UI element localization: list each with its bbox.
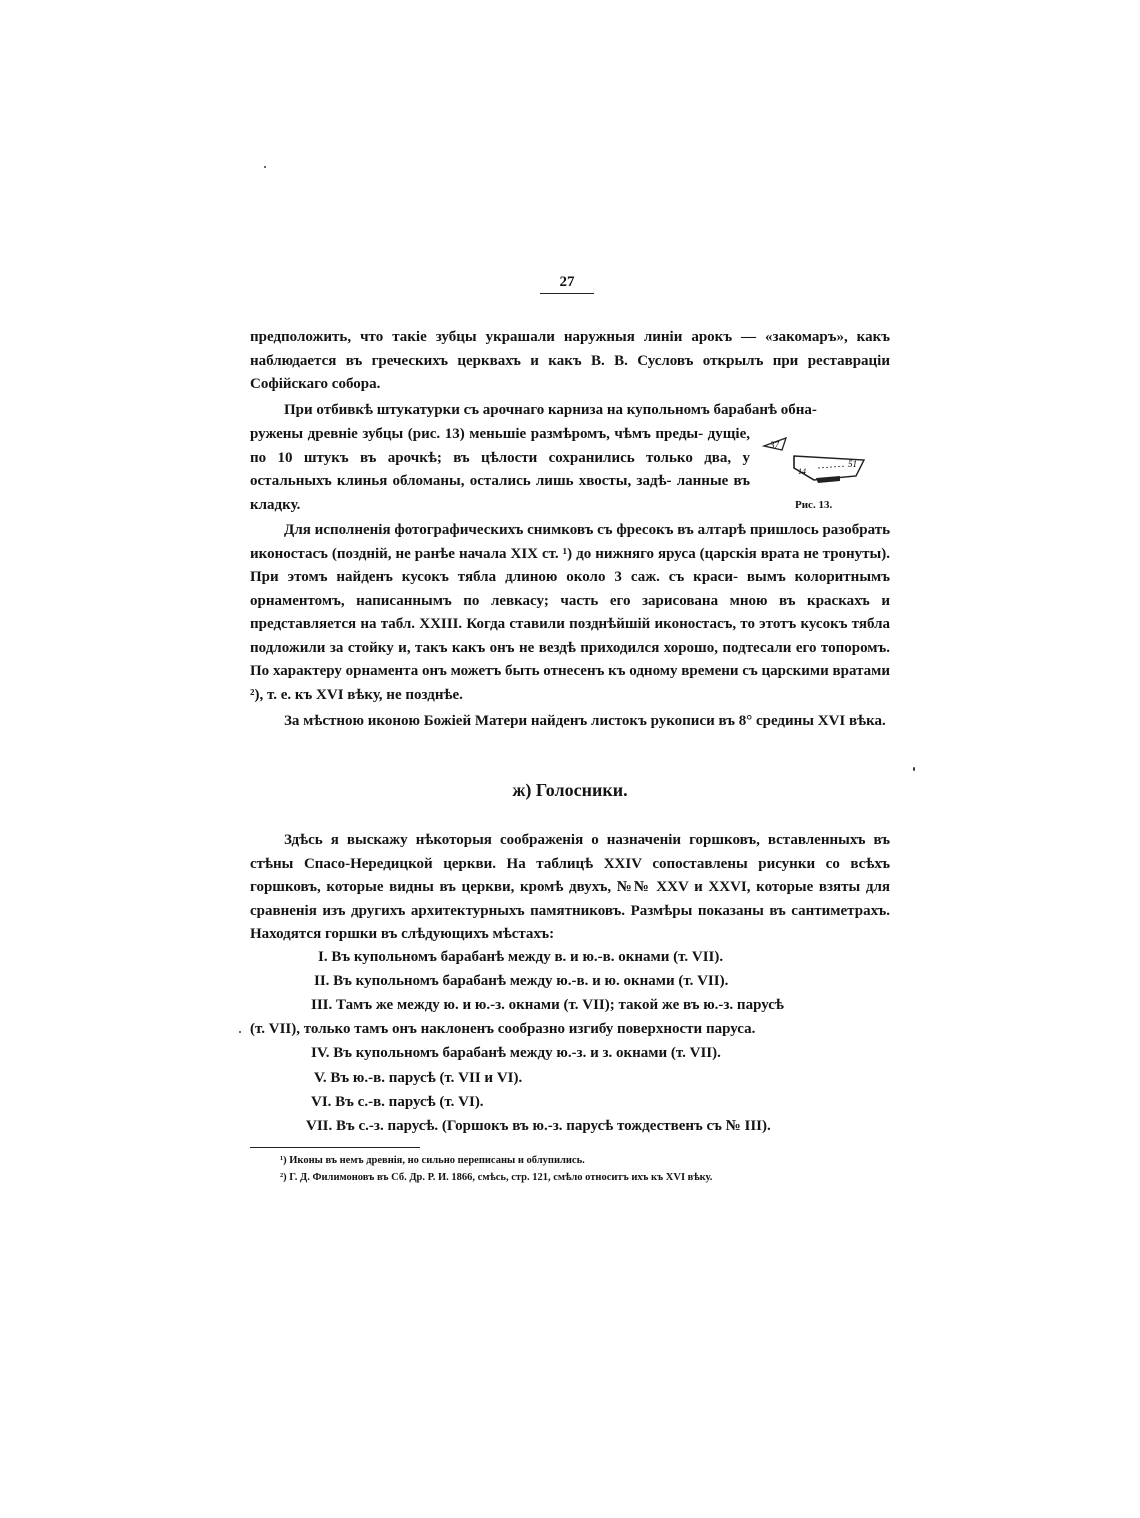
paragraph-4: За мѣстною иконою Божіей Матери найденъ листокъ рукописи въ 8° средины XVI вѣка. xyxy=(284,713,886,729)
tooth-brick-icon xyxy=(760,434,880,504)
figure-label-c: 14 xyxy=(798,467,806,476)
list-item-5: V. Въ ю.-в. парусѣ (т. VII и VI). xyxy=(314,1070,523,1086)
paragraph-1: предположить, что такіе зубцы украшали наружныя линіи арокъ — «закомаръ», какъ наблюдается въ греческихъ церквахъ и какъ В. В. Сусловъ открылъ при реставраціи Софійскаго собора. xyxy=(250,329,890,392)
list-item-3: III. Тамъ же между ю. и ю.-з. окнами (т. VII); такой же въ ю.-з. парусѣ xyxy=(311,997,784,1013)
page-number: 27 xyxy=(540,274,594,294)
list-item-2: II. Въ купольномъ барабанѣ между ю.-в. и ю. окнами (т. VII). xyxy=(314,973,729,989)
list-item-4: IV. Въ купольномъ барабанѣ между ю.-з. и з. окнами (т. VII). xyxy=(311,1045,721,1061)
footnote-divider xyxy=(250,1147,420,1148)
paragraph-5: Здѣсь я выскажу нѣкоторыя соображенія о назначеніи горшковъ, вставленныхъ въ стѣны Спасо-Нередицкой церкви. На таблицѣ XXIV сопоставлены рисунки со всѣхъ горшковъ, которые видны въ церкви, кромѣ двухъ, №№ XXV и XXVI, которые взяты для сравненія изъ другихъ архитектурныхъ памятниковъ. Размѣры показаны въ сантиметрахъ. Находятся горшки въ слѣдующихъ мѣстахъ: xyxy=(250,832,890,942)
list-item-1: I. Въ купольномъ барабанѣ между в. и ю.-в. окнами (т. VII). xyxy=(318,949,724,965)
speck xyxy=(239,1031,241,1033)
speck xyxy=(913,767,915,771)
list-item-7: VII. Въ с.-з. парусѣ. (Горшокъ въ ю.-з. парусѣ тождественъ съ № III). xyxy=(306,1118,771,1134)
footnote-2: ²) Г. Д. Филимоновъ въ Сб. Др. Р. И. 1866, смѣсь, стр. 121, смѣло относитъ ихъ къ XVI вѣку. xyxy=(280,1172,713,1183)
list-item-3-continued: (т. VII), только тамъ онъ наклоненъ сообразно изгибу поверхности паруса. xyxy=(250,1021,756,1037)
paragraph-2-first-line: При отбивкѣ штукатурки съ арочнаго карниза на купольномъ барабанѣ обна- xyxy=(284,402,817,418)
footnote-1: ¹) Иконы въ немъ древнія, но сильно переписаны и облупились. xyxy=(280,1155,585,1166)
paragraph-3: Для исполненія фотографическихъ снимковъ съ фресокъ въ алтарѣ пришлось разобрать иконостасъ (поздній, не ранѣе начала XIX ст. ¹) до нижняго яруса (царскія врата не тронуты). При этомъ найденъ кусокъ тябла длиною около 3 саж. съ краси- вымъ колоритнымъ орнаментомъ, написаннымъ по левкасу; часть его зарисована мною въ краскахъ и представляется на табл. XXIII. Когда ставили позднѣйшій иконостасъ, то этотъ кусокъ тябла подложили за стойку и, такъ какъ онъ не вездѣ приходился хорошо, подтесали его топоромъ. По характеру орнамента онъ можетъ быть отнесенъ къ одному времени съ царскими вратами ²), т. е. къ XVI вѣку, не позднѣе. xyxy=(250,522,890,703)
figure-label-b: 51 xyxy=(848,459,857,469)
speck xyxy=(264,166,266,168)
section-heading: ж) Голосники. xyxy=(512,780,628,800)
paragraph-2-rest: ружены древніе зубцы (рис. 13) меньшіе размѣромъ, чѣмъ преды- дущіе, по 10 штукъ въ арочкѣ; въ цѣлости сохранились только два, у остальныхъ клинья обломаны, остались лишь хвосты, задѣ- ланные въ кладку. xyxy=(250,426,750,513)
figure-label-a: 37 xyxy=(770,440,779,450)
list-item-6: VI. Въ с.-в. парусѣ (т. VI). xyxy=(311,1094,484,1110)
figure-caption: Рис. 13. xyxy=(795,499,833,511)
